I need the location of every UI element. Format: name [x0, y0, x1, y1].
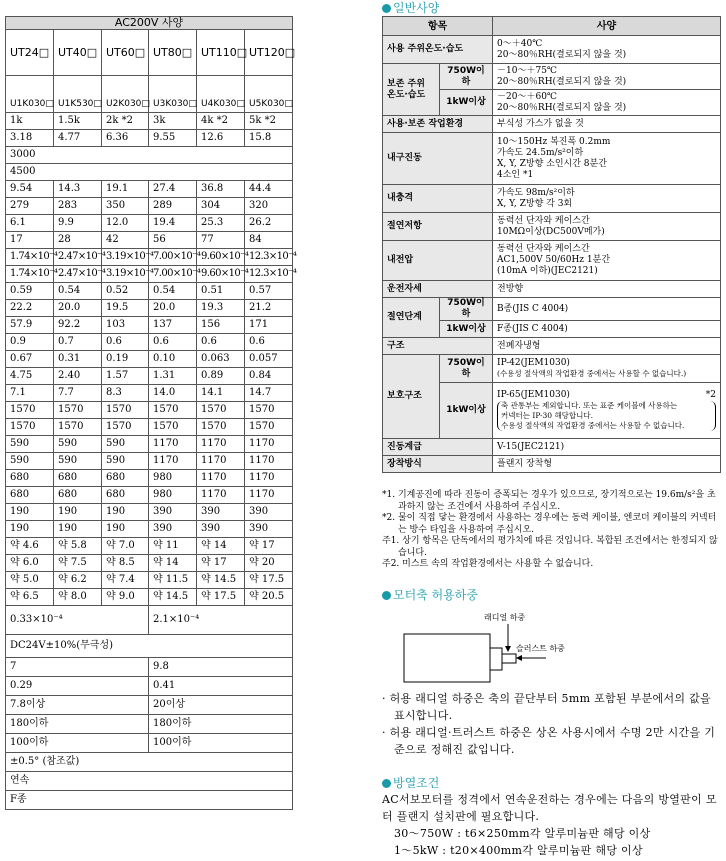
table-cell: 9.55 — [149, 130, 197, 147]
table-cell: 12.6 — [197, 130, 245, 147]
table-cell: 1170 — [149, 436, 197, 453]
bullet-icon — [382, 4, 391, 13]
table-row — [6, 249, 293, 266]
table-cell: 7.8이상 — [6, 696, 149, 715]
table-cell: 12.3×10⁻⁴ — [245, 266, 293, 283]
table-row — [6, 232, 293, 249]
table-row — [6, 198, 293, 215]
table-cell: 15.8 — [245, 130, 293, 147]
table-cell: 1570 — [54, 402, 102, 419]
table-cell: 190 — [6, 504, 54, 521]
table-row — [6, 300, 293, 317]
table-cell: 25.3 — [197, 215, 245, 232]
table-row — [6, 147, 293, 164]
insulation-class-value-b: F종(JIS C 4004) — [493, 321, 721, 338]
table-row — [6, 538, 293, 555]
note-1: *1. 기계공진에 따라 진동이 증폭되는 경우가 있으므로, 장기적으로는 19.6m/s²을 초과하지 않는 조건에서 사용하여 주십시오. — [382, 490, 716, 512]
table-cell: 190 — [54, 504, 102, 521]
table-cell: ±0.5° (참조값) — [6, 753, 293, 772]
table-cell: 3000 — [6, 147, 293, 164]
table-cell: 0.59 — [6, 283, 54, 300]
table-cell: 약 17 — [245, 538, 293, 555]
cooling-heading: 방열조건 — [382, 776, 439, 790]
table-cell: 0.41 — [149, 677, 293, 696]
table-cell: 1.74×10⁻⁴ — [6, 266, 54, 283]
table-row — [6, 181, 293, 198]
motor-body — [404, 634, 490, 682]
table-cell: 680 — [54, 487, 102, 504]
table-cell: 0.54 — [149, 283, 197, 300]
table-cell: 20.0 — [149, 300, 197, 317]
table-cell: 약 20.5 — [245, 589, 293, 606]
table-cell: 19.4 — [149, 215, 197, 232]
table-cell: 20.0 — [54, 300, 102, 317]
table-cell: 0.31 — [54, 351, 102, 368]
table-cell: 약 7.0 — [102, 538, 149, 555]
table-cell: 0.7 — [54, 334, 102, 351]
table-row — [6, 521, 293, 538]
table-row — [6, 436, 293, 453]
protection-value-b: IP-65(JEM1030) *2 축 관통부는 제외합니다. 또는 표준 케이블에 사용하는 커넥터는 IP-30 해당합니다. 수용성 절삭액의 작업환경 중에서는 사용할 수 없습니다. — [493, 383, 721, 439]
load-notes — [382, 690, 722, 758]
table-cell: 180이하 — [149, 715, 293, 734]
thrust-load-label: 슬러스트 하중 — [516, 644, 565, 653]
note-2: *2. 물이 직접 닿는 환경에서 사용하는 경우에는 동력 케이블, 엔코더 케이블의 커넥터는 방수 타입을 사용하여 주십시오. — [382, 513, 717, 535]
table-cell: 1170 — [245, 487, 293, 504]
table-cell: 1570 — [6, 419, 54, 436]
table-cell: 1170 — [245, 470, 293, 487]
model-header: UT24□ — [6, 30, 54, 76]
table-row — [6, 589, 293, 606]
table-cell: 9.60×10⁻⁴ — [197, 249, 245, 266]
table-row — [6, 368, 293, 385]
col-item: 항목 — [383, 17, 493, 36]
table-row — [6, 215, 293, 232]
direction-value: 전방향 — [493, 281, 721, 298]
table-cell: 약 8.5 — [102, 555, 149, 572]
table-cell: 약 11 — [149, 538, 197, 555]
table-row — [6, 113, 293, 130]
table-cell: 289 — [149, 198, 197, 215]
table-cell: 20이상 — [149, 696, 293, 715]
table-cell: 7.7 — [54, 385, 102, 402]
radial-arrow-icon — [505, 646, 511, 652]
table-cell: 약 17 — [197, 555, 245, 572]
table-cell: 14.1 — [197, 385, 245, 402]
table-cell: 2.1×10⁻⁴ — [149, 606, 293, 635]
table-title: AC200V 사양 — [6, 17, 293, 30]
bullet-icon — [382, 591, 391, 600]
table-cell: 약 14.5 — [197, 572, 245, 589]
table-cell: 0.9 — [6, 334, 54, 351]
table-cell: 156 — [197, 317, 245, 334]
mounting-value: 플랜지 장착형 — [493, 456, 721, 473]
table-cell: 5k *2 — [245, 113, 293, 130]
model-header: UT80□ — [149, 30, 197, 76]
table-cell: 103 — [102, 317, 149, 334]
table-cell: 7.00×10⁻⁴ — [149, 266, 197, 283]
table-row — [6, 351, 293, 368]
table-cell: 0.89 — [197, 368, 245, 385]
table-cell: 171 — [245, 317, 293, 334]
table-cell: 390 — [149, 521, 197, 538]
table-cell: 9.60×10⁻⁴ — [197, 266, 245, 283]
table-cell: 283 — [54, 198, 102, 215]
model-header: UT40□ — [54, 30, 102, 76]
thrust-arrow-icon — [516, 655, 522, 661]
table-cell: 8.3 — [102, 385, 149, 402]
model-header: UT120□ — [245, 30, 293, 76]
storage-value-b: －20～＋60℃ 20～80％RH(결로되지 않을 것) — [493, 90, 721, 116]
table-cell: 0.52 — [102, 283, 149, 300]
table-cell: 680 — [6, 487, 54, 504]
table-cell: 4500 — [6, 164, 293, 181]
table-cell: 1k — [6, 113, 54, 130]
motor-shaft — [502, 654, 516, 663]
model-code: U3K030□ — [149, 76, 197, 113]
table-cell: 57.9 — [6, 317, 54, 334]
table-row — [6, 470, 293, 487]
table-cell: 590 — [54, 453, 102, 470]
table-cell: 28 — [54, 232, 102, 249]
table-cell: 약 11.5 — [149, 572, 197, 589]
table-cell: 680 — [102, 470, 149, 487]
table-cell: 190 — [102, 504, 149, 521]
note-4: 주2. 미스트 속의 작업환경에서는 사용할 수 없습니다. — [382, 559, 594, 569]
general-spec-table — [382, 16, 721, 473]
direction-label: 운전자세 — [383, 281, 493, 298]
cooling-line-2: 1～5kW : t20×400mm각 알루미늄판 해당 이상 — [394, 844, 643, 857]
structure-label: 구조 — [383, 338, 493, 355]
model-code: U1K030□ — [6, 76, 54, 113]
table-cell: 약 9.0 — [102, 589, 149, 606]
protection-sub-a: 750W이하 — [440, 355, 493, 383]
table-cell: 약 17.5 — [197, 589, 245, 606]
insulation-class-sub-b: 1kW이상 — [440, 321, 493, 338]
table-cell: 1170 — [245, 436, 293, 453]
table-row — [6, 402, 293, 419]
cooling-text — [382, 791, 722, 859]
table-row — [6, 385, 293, 402]
table-cell: 1.31 — [149, 368, 197, 385]
load-heading: 모터축 허용하중 — [382, 588, 478, 602]
table-cell: 1570 — [102, 402, 149, 419]
table-cell: 0.54 — [54, 283, 102, 300]
table-cell: 약 8.0 — [54, 589, 102, 606]
table-cell: 590 — [102, 453, 149, 470]
env-label: 사용·보존 작업환경 — [383, 116, 493, 133]
table-cell: 680 — [102, 487, 149, 504]
table-cell: 680 — [6, 470, 54, 487]
table-cell: 26.2 — [245, 215, 293, 232]
table-row — [6, 453, 293, 470]
table-cell: 1.57 — [102, 368, 149, 385]
table-row — [6, 572, 293, 589]
table-cell: 390 — [245, 521, 293, 538]
table-cell: 3k — [149, 113, 197, 130]
load-note-2: · 허용 래디얼·트러스트 하중은 상온 사용시에서 수명 2만 시간을 기준으로 정해진 값입니다. — [382, 726, 716, 756]
table-cell: 980 — [149, 470, 197, 487]
table-cell: 2k *2 — [102, 113, 149, 130]
table-cell: 590 — [6, 453, 54, 470]
table-cell: 0.6 — [197, 334, 245, 351]
table-cell: 약 14 — [149, 555, 197, 572]
table-cell: 7 — [6, 658, 149, 677]
table-cell: 27.4 — [149, 181, 197, 198]
table-cell: 0.84 — [245, 368, 293, 385]
table-row — [6, 164, 293, 181]
table-cell: 2.40 — [54, 368, 102, 385]
table-cell: 약 6.0 — [6, 555, 54, 572]
table-row — [6, 317, 293, 334]
shock-value: 가속도 98m/s²이하 X, Y, Z방향 각 3회 — [493, 185, 721, 213]
table-cell: 3.19×10⁻⁴ — [102, 249, 149, 266]
storage-label: 보존 주위 온도·습도 — [383, 64, 440, 116]
table-cell: 1170 — [197, 487, 245, 504]
table-cell: 1570 — [54, 419, 102, 436]
table-cell: 약 5.8 — [54, 538, 102, 555]
storage-sub-b: 1kW이상 — [440, 90, 493, 116]
table-cell: 137 — [149, 317, 197, 334]
table-cell: 1570 — [197, 402, 245, 419]
table-cell: 1.74×10⁻⁴ — [6, 249, 54, 266]
table-cell: 1570 — [149, 419, 197, 436]
table-cell: 12.0 — [102, 215, 149, 232]
vibration-class-value: V-15(JEC2121) — [493, 439, 721, 456]
table-cell: 약 7.4 — [102, 572, 149, 589]
notes — [382, 490, 722, 571]
bullet-icon — [382, 779, 391, 788]
table-cell: 19.3 — [197, 300, 245, 317]
table-row — [6, 130, 293, 147]
table-cell: 14.0 — [149, 385, 197, 402]
table-cell: 320 — [245, 198, 293, 215]
table-cell: 680 — [54, 470, 102, 487]
table-cell: 0.6 — [245, 334, 293, 351]
table-cell: F종 — [6, 791, 293, 810]
table-cell: 12.3×10⁻⁴ — [245, 249, 293, 266]
motor-flange — [490, 648, 502, 670]
table-cell: 약 14.5 — [149, 589, 197, 606]
table-cell: 7.00×10⁻⁴ — [149, 249, 197, 266]
protection-value-a: IP-42(JEM1030) (수용성 절삭액의 작업환경 중에서는 사용할 수 없습니다.) — [493, 355, 721, 383]
cooling-paragraph: AC서보모터를 정격에서 연속운전하는 경우에는 다음의 방열판이 모터 플랜지 설치판에 필요합니다. — [382, 793, 717, 823]
withstand-value: 동력선 단자와 케이스간 AC1,500V 50/60Hz 1분간 (10mA 이하)(JEC2121) — [493, 241, 721, 281]
table-cell: 약 6.2 — [54, 572, 102, 589]
table-cell: 1170 — [245, 453, 293, 470]
table-row — [6, 419, 293, 436]
table-cell: 2.47×10⁻⁴ — [54, 266, 102, 283]
table-cell: 1170 — [197, 470, 245, 487]
table-cell: 190 — [6, 521, 54, 538]
structure-value: 전폐자냉형 — [493, 338, 721, 355]
table-cell: 590 — [6, 436, 54, 453]
table-cell: 4.75 — [6, 368, 54, 385]
table-cell: 약 5.0 — [6, 572, 54, 589]
table-cell: 9.9 — [54, 215, 102, 232]
table-cell: 0.29 — [6, 677, 149, 696]
table-cell: 0.6 — [102, 334, 149, 351]
load-note-1: · 허용 래디얼 하중은 축의 끝단부터 5mm 포함된 부분에서의 값을 표시합니다. — [382, 692, 711, 722]
env-value: 부식성 가스가 없을 것 — [493, 116, 721, 133]
table-cell: 92.2 — [54, 317, 102, 334]
table-cell: 약 4.6 — [6, 538, 54, 555]
table-cell: 1570 — [6, 402, 54, 419]
table-cell: 1.5k — [54, 113, 102, 130]
col-spec: 사양 — [493, 17, 721, 36]
table-cell: 590 — [102, 436, 149, 453]
table-cell: 4k *2 — [197, 113, 245, 130]
table-cell: 약 7.5 — [54, 555, 102, 572]
table-cell: 84 — [245, 232, 293, 249]
model-code: U5K030□ — [245, 76, 293, 113]
table-cell: 9.54 — [6, 181, 54, 198]
table-row — [6, 283, 293, 300]
table-cell: 390 — [149, 504, 197, 521]
table-cell: 1570 — [102, 419, 149, 436]
table-cell: 77 — [197, 232, 245, 249]
table-cell: 980 — [149, 487, 197, 504]
table-cell: 279 — [6, 198, 54, 215]
table-cell: 9.8 — [149, 658, 293, 677]
table-row — [6, 266, 293, 283]
model-header: UT60□ — [102, 30, 149, 76]
model-code: U1K530□ — [54, 76, 102, 113]
table-cell: 6.1 — [6, 215, 54, 232]
table-cell: 36.8 — [197, 181, 245, 198]
table-cell: 17 — [6, 232, 54, 249]
table-cell: 350 — [102, 198, 149, 215]
table-cell: 0.10 — [149, 351, 197, 368]
table-cell: 1570 — [245, 402, 293, 419]
table-cell: 0.57 — [245, 283, 293, 300]
table-row — [6, 555, 293, 572]
table-cell: 2.47×10⁻⁴ — [54, 249, 102, 266]
protection-label: 보호구조 — [383, 355, 440, 439]
table-row — [6, 487, 293, 504]
ambient-label: 사용 주위온도·습도 — [383, 36, 493, 64]
general-spec-heading: 일반사양 — [382, 1, 439, 15]
table-cell: 100이하 — [6, 734, 149, 753]
table-cell: 390 — [245, 504, 293, 521]
vibration-value: 10～150Hz 복진폭 0.2mm 가속도 24.5m/s²이하 X, Y, Z방향 소인시간 8분간 4소인 *1 — [493, 133, 721, 185]
table-cell: 304 — [197, 198, 245, 215]
table-row — [6, 334, 293, 351]
model-code: U2K030□ — [102, 76, 149, 113]
table-cell: 390 — [197, 521, 245, 538]
table-cell: 1170 — [197, 436, 245, 453]
insulation-resistance-label: 절연저항 — [383, 213, 493, 241]
radial-load-label: 래디얼 하중 — [484, 613, 526, 622]
withstand-label: 내전압 — [383, 241, 493, 281]
table-cell: 0.67 — [6, 351, 54, 368]
table-cell: 0.33×10⁻⁴ — [6, 606, 149, 635]
table-cell: 약 14 — [197, 538, 245, 555]
table-cell: 1570 — [149, 402, 197, 419]
table-cell: 56 — [149, 232, 197, 249]
ambient-value: 0～＋40℃ 20～80％RH(결로되지 않을 것) — [493, 36, 721, 64]
table-cell: 약 6.5 — [6, 589, 54, 606]
table-cell: 19.1 — [102, 181, 149, 198]
table-cell: 0.19 — [102, 351, 149, 368]
vibration-class-label: 진동계급 — [383, 439, 493, 456]
shaft-load-diagram — [400, 606, 600, 686]
table-row — [6, 504, 293, 521]
table-cell: 1170 — [149, 453, 197, 470]
model-code: U4K030□ — [197, 76, 245, 113]
insulation-resistance-value: 동력선 단자와 케이스간 10MΩ이상(DC500V메가) — [493, 213, 721, 241]
table-cell: 6.36 — [102, 130, 149, 147]
storage-value-a: －10～＋75℃ 20～80％RH(결로되지 않을 것) — [493, 64, 721, 90]
table-cell: 42 — [102, 232, 149, 249]
table-cell: 180이하 — [6, 715, 149, 734]
table-cell: 22.2 — [6, 300, 54, 317]
table-cell: 190 — [102, 521, 149, 538]
table-cell: 19.5 — [102, 300, 149, 317]
table-cell: 0.057 — [245, 351, 293, 368]
table-cell: 4.77 — [54, 130, 102, 147]
storage-sub-a: 750W이하 — [440, 64, 493, 90]
table-cell: 약 20 — [245, 555, 293, 572]
mounting-label: 장착방식 — [383, 456, 493, 473]
table-cell: 44.4 — [245, 181, 293, 198]
table-cell: 14.3 — [54, 181, 102, 198]
table-cell: 190 — [54, 521, 102, 538]
table-cell: 0.063 — [197, 351, 245, 368]
table-cell: 14.7 — [245, 385, 293, 402]
shock-label: 내충격 — [383, 185, 493, 213]
table-cell: DC24V±10%(무극성) — [6, 635, 293, 658]
protection-sub-b: 1kW이상 — [440, 383, 493, 439]
table-cell: 1170 — [197, 453, 245, 470]
table-cell: 1570 — [245, 419, 293, 436]
insulation-class-sub-a: 750W이하 — [440, 298, 493, 321]
table-cell: 7.1 — [6, 385, 54, 402]
insulation-class-label: 절연단계 — [383, 298, 440, 338]
insulation-class-value-a: B종(JIS C 4004) — [493, 298, 721, 321]
table-cell: 100이하 — [149, 734, 293, 753]
table-cell: 590 — [54, 436, 102, 453]
table-cell: 21.2 — [245, 300, 293, 317]
table-cell: 3.19×10⁻⁴ — [102, 266, 149, 283]
model-header: UT110□ — [197, 30, 245, 76]
spec-table — [5, 16, 297, 810]
cooling-line-1: 30～750W : t6×250mm각 알루미늄판 해당 이상 — [394, 827, 651, 840]
vibration-label: 내구진동 — [383, 133, 493, 185]
table-cell: 1570 — [197, 419, 245, 436]
table-cell: 0.6 — [149, 334, 197, 351]
table-cell: 약 17.5 — [245, 572, 293, 589]
note-3: 주1. 상기 항목은 단독에서의 평가치에 따른 것입니다. 복합된 조건에서는 한정되지 않습니다. — [382, 536, 718, 558]
table-cell: 3.18 — [6, 130, 54, 147]
table-cell: 연속 — [6, 772, 293, 791]
table-cell: 390 — [197, 504, 245, 521]
table-cell: 0.51 — [197, 283, 245, 300]
